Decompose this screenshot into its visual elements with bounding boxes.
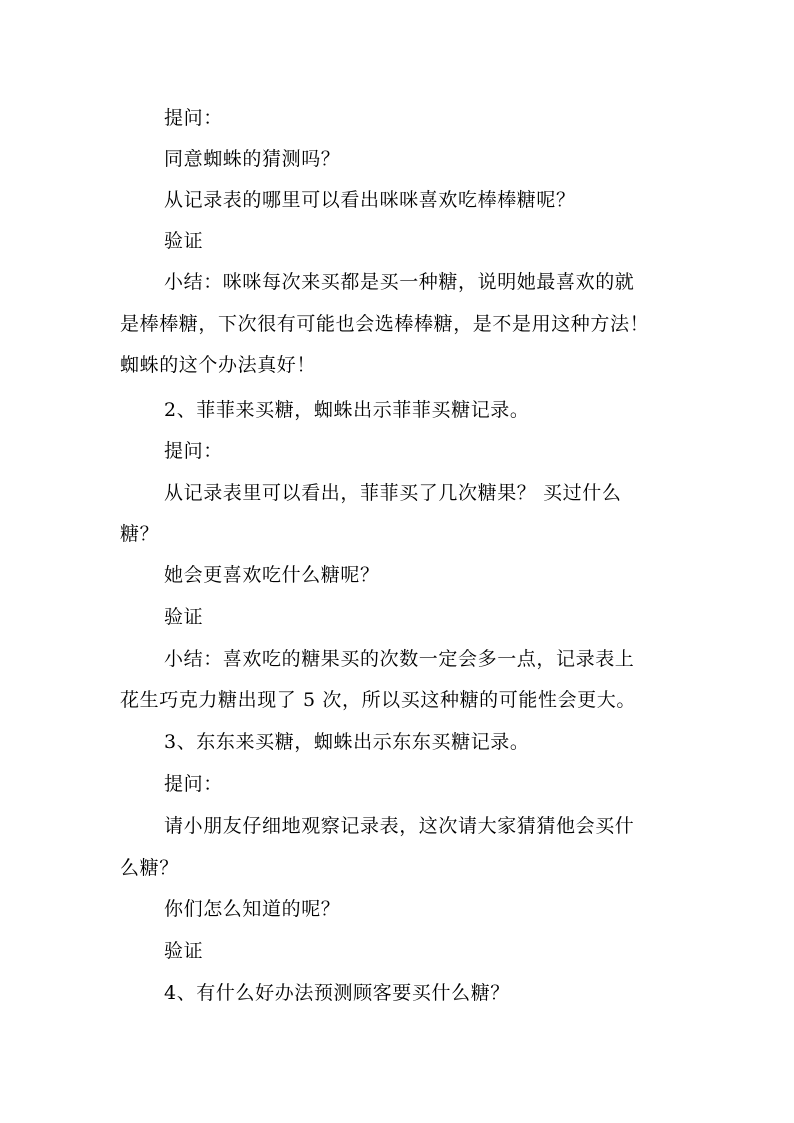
text-line: 么糖？ xyxy=(120,857,179,879)
text-line-question-2: 提问： xyxy=(164,440,223,462)
text-line: 你们怎么知道的呢？ xyxy=(164,898,341,920)
text-line: 她会更喜欢吃什么糖呢？ xyxy=(164,564,380,586)
text-line-verify-2: 验证 xyxy=(164,606,204,628)
text-line-step-3: 3、东东来买糖，蜘蛛出示东东买糖记录。 xyxy=(164,731,530,753)
text-line: 从记录表里可以看出，菲菲买了几次糖果？ 买过什么 xyxy=(164,482,622,504)
text-line: 是棒棒糖，下次很有可能也会选棒棒糖，是不是用这种方法！ xyxy=(120,313,650,335)
text-line-summary-1: 小结：咪咪每次来买都是买一种糖，说明她最喜欢的就 xyxy=(164,271,635,293)
text-line-verify-3: 验证 xyxy=(164,940,204,962)
text-line: 从记录表的哪里可以看出咪咪喜欢吃棒棒糖呢？ xyxy=(164,189,576,211)
text-line: 花生巧克力糖出现了 5 次，所以买这种糖的可能性会更大。 xyxy=(120,689,636,711)
text-line-question-1: 提问： xyxy=(164,107,223,129)
text-line: 请小朋友仔细地观察记录表，这次请大家猜猜他会买什 xyxy=(164,815,635,837)
text-line-summary-2: 小结：喜欢吃的糖果买的次数一定会多一点，记录表上 xyxy=(164,648,635,670)
text-line-question-3: 提问： xyxy=(164,773,223,795)
text-line-step-2: 2、菲菲来买糖，蜘蛛出示菲菲买糖记录。 xyxy=(164,399,530,421)
text-line: 蜘蛛的这个办法真好！ xyxy=(120,354,317,376)
text-line: 糖？ xyxy=(120,523,160,545)
text-line-verify-1: 验证 xyxy=(164,230,204,252)
text-line: 同意蜘蛛的猜测吗？ xyxy=(164,148,341,170)
text-line-step-4: 4、有什么好办法预测顾客要买什么糖？ xyxy=(164,982,510,1004)
